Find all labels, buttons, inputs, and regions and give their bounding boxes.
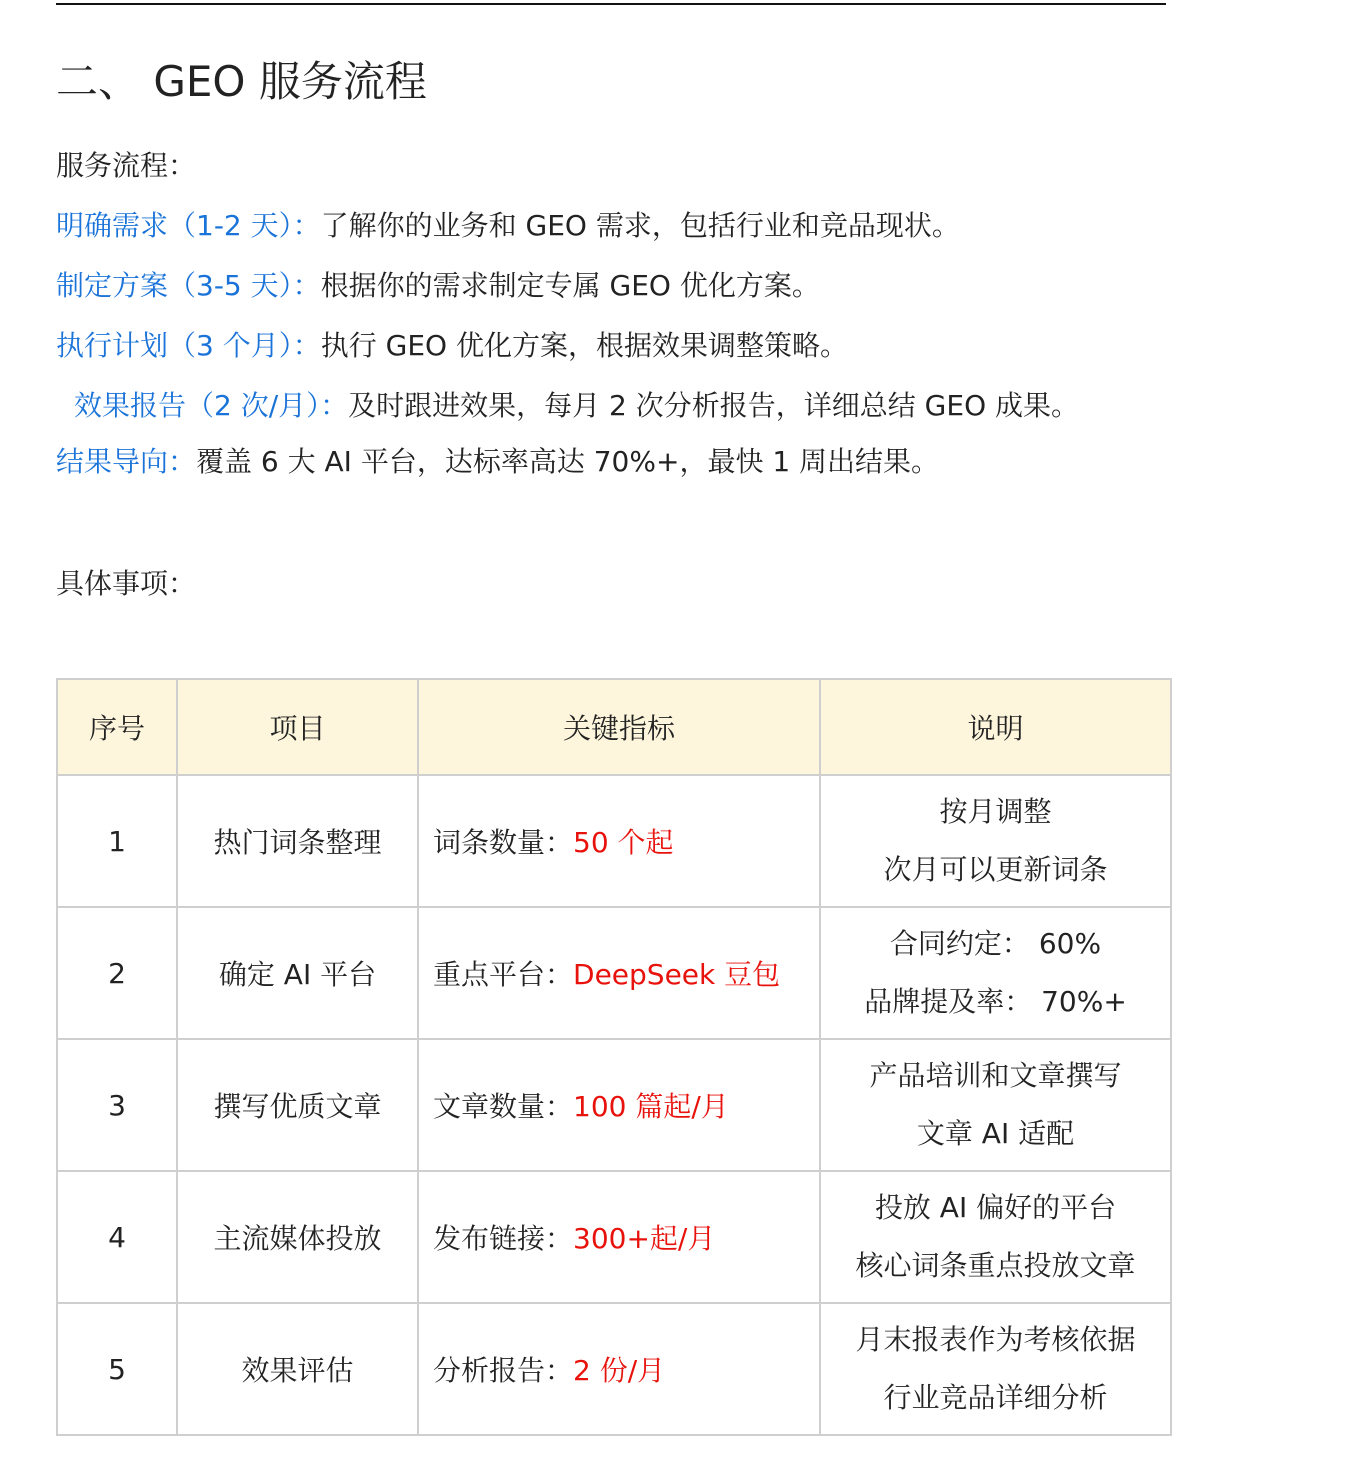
step-line — [56, 442, 939, 482]
header-cell: 关键指标 — [418, 679, 820, 775]
metric-value: 100 篇起/月 — [573, 1090, 729, 1123]
section-heading: 二、 GEO 服务流程 — [56, 57, 427, 106]
row-description — [820, 907, 1171, 1039]
step-line — [56, 266, 820, 306]
step-text: 及时跟进效果，每月 2 次分析报告，详细总结 GEO 成果。 — [348, 389, 1080, 422]
description-line: 合同约定： 60% — [889, 927, 1102, 960]
step-line — [74, 386, 1079, 426]
metric-value: 2 份/月 — [573, 1354, 666, 1387]
row-description — [820, 1303, 1171, 1435]
row-metric — [418, 1171, 820, 1303]
metric-label: 词条数量： — [433, 826, 574, 859]
step-label: 明确需求（1-2 天）： — [56, 209, 321, 242]
row-description — [820, 1039, 1171, 1171]
row-item: 热门词条整理 — [177, 775, 418, 907]
metric-value: 50 个起 — [573, 826, 674, 859]
row-metric — [418, 907, 820, 1039]
metric-value: DeepSeek 豆包 — [573, 958, 781, 991]
header-cell: 说明 — [820, 679, 1171, 775]
metric-label: 重点平台： — [433, 958, 574, 991]
metric-label: 分析报告： — [433, 1354, 574, 1387]
row-number: 2 — [57, 907, 177, 1039]
top-divider — [56, 3, 1166, 5]
row-item: 撰写优质文章 — [177, 1039, 418, 1171]
table-row — [57, 775, 1171, 907]
intro-label: 服务流程： — [56, 149, 197, 182]
table-row — [57, 1171, 1171, 1303]
row-description — [820, 775, 1171, 907]
table-row — [57, 1039, 1171, 1171]
metric-value: 300+起/月 — [573, 1222, 716, 1255]
row-number: 3 — [57, 1039, 177, 1171]
description-line: 文章 AI 适配 — [916, 1117, 1075, 1150]
step-text: 覆盖 6 大 AI 平台，达标率高达 70%+，最快 1 周出结果。 — [196, 445, 940, 478]
description-line: 投放 AI 偏好的平台 — [874, 1191, 1117, 1224]
header-cell: 序号 — [57, 679, 177, 775]
row-metric — [418, 1303, 820, 1435]
step-line — [56, 206, 960, 246]
description-line: 核心词条重点投放文章 — [855, 1249, 1136, 1282]
metric-label: 文章数量： — [433, 1090, 574, 1123]
step-label: 制定方案（3-5 天）： — [56, 269, 321, 302]
description-line: 按月调整 — [939, 795, 1052, 828]
service-table — [56, 678, 1172, 1436]
table-header-row — [57, 679, 1171, 775]
metric-label: 发布链接： — [433, 1222, 574, 1255]
header-cell: 项目 — [177, 679, 418, 775]
description-line: 产品培训和文章撰写 — [869, 1059, 1122, 1092]
table-row — [57, 1303, 1171, 1435]
row-description — [820, 1171, 1171, 1303]
description-line: 月末报表作为考核依据 — [855, 1323, 1136, 1356]
step-label: 结果导向： — [56, 445, 197, 478]
description-line: 次月可以更新词条 — [883, 853, 1108, 886]
step-text: 根据你的需求制定专属 GEO 优化方案。 — [320, 269, 820, 302]
description-line: 品牌提及率： 70%+ — [864, 985, 1127, 1018]
description-line: 行业竞品详细分析 — [883, 1381, 1108, 1414]
row-number: 4 — [57, 1171, 177, 1303]
row-number: 5 — [57, 1303, 177, 1435]
step-text: 执行 GEO 优化方案，根据效果调整策略。 — [320, 329, 848, 362]
row-metric — [418, 1039, 820, 1171]
step-text: 了解你的业务和 GEO 需求，包括行业和竞品现状。 — [320, 209, 960, 242]
row-metric — [418, 775, 820, 907]
table-row — [57, 907, 1171, 1039]
step-label: 效果报告（2 次/月）： — [74, 389, 349, 422]
step-line — [56, 326, 848, 366]
row-number: 1 — [57, 775, 177, 907]
row-item: 效果评估 — [177, 1303, 418, 1435]
row-item: 主流媒体投放 — [177, 1171, 418, 1303]
step-label: 执行计划（3 个月）： — [56, 329, 321, 362]
row-item: 确定 AI 平台 — [177, 907, 418, 1039]
details-label: 具体事项： — [56, 567, 197, 600]
